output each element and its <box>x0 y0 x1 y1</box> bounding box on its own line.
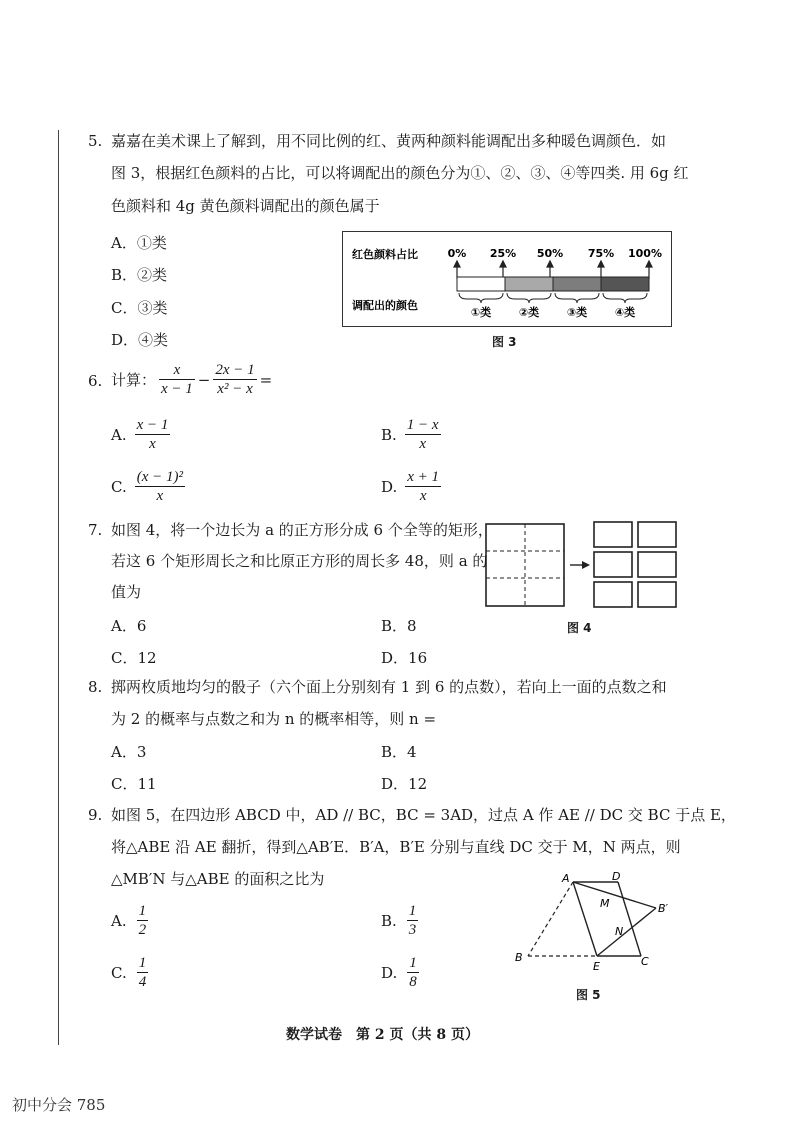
q9-option-b-fraction <box>407 902 419 939</box>
brace-2 <box>507 293 551 303</box>
point-label-A: A <box>562 872 570 885</box>
q9-option-b <box>381 902 418 939</box>
q6-minus: − <box>197 370 211 389</box>
q6-frac1-den: x − 1 <box>161 381 193 397</box>
q9-option-a-fraction <box>137 902 149 939</box>
q6-option-c-fraction <box>135 468 185 505</box>
figure-4-rect-6 <box>638 582 676 607</box>
segment-DC <box>618 882 641 956</box>
point-label-N: N <box>615 925 624 938</box>
q8-option-a: A．3 <box>111 743 147 761</box>
q5-option-d: D．④类 <box>111 331 169 349</box>
q6-option-b-num: 1 − x <box>406 417 439 433</box>
q9-option-c-fraction <box>137 954 149 991</box>
q9-option-c <box>111 954 148 991</box>
q8-option-c: C．11 <box>111 775 157 793</box>
q9-option-d-fraction <box>407 954 419 991</box>
q8-option-b: B．4 <box>381 743 417 761</box>
q8-line-1: 掷两枚质地均匀的骰子（六个面上分别刻有 1 到 6 的点数），若向上一面的点数之和 <box>111 678 667 696</box>
q9-option-b-num: 1 <box>408 903 417 919</box>
q6-option-a-letter: A. <box>111 425 127 444</box>
figure-4-arrow-head <box>582 561 590 569</box>
q9-option-d <box>381 954 419 991</box>
q7-option-b: B．8 <box>381 617 417 635</box>
q6-option-c <box>111 468 185 505</box>
figure-4-rect-2 <box>638 522 676 547</box>
figure-3-row2-label: 调配出的颜色 <box>352 299 418 312</box>
point-label-E: E <box>593 960 600 973</box>
q6-number: 6. <box>88 372 103 390</box>
q9-option-c-den: 4 <box>138 974 147 990</box>
q6-option-d-den: x <box>419 488 427 504</box>
q9-line-1: 如图 5，在四边形 ABCD 中，AD // BC，BC = 3AD，过点 A 作 AE // DC 交 BC 于点 E， <box>111 806 736 824</box>
point-label-M: M <box>600 897 610 910</box>
q9-line-3: △MB′N 与△ABE 的面积之比为 <box>111 870 325 888</box>
q6-option-a-fraction <box>135 416 171 453</box>
q9-option-b-den: 3 <box>408 922 417 938</box>
q8-line-2: 为 2 的概率与点数之和为 n 的概率相等，则 n = <box>111 710 437 728</box>
q6-option-d <box>381 468 441 505</box>
q9-option-a-letter: A. <box>111 911 127 930</box>
figure-5-caption: 图 5 <box>576 988 601 1002</box>
q6-frac2-num: 2x − 1 <box>215 362 255 378</box>
figure-4-rect-5 <box>594 582 632 607</box>
q6-equals: = <box>259 370 273 389</box>
color-segment-3 <box>553 277 601 291</box>
q6-option-b <box>381 416 441 453</box>
q9-option-a <box>111 902 148 939</box>
q5-option-b: B．②类 <box>111 266 168 284</box>
category-label-2: ②类 <box>518 306 540 319</box>
point-label-B-prime: B′ <box>658 902 669 915</box>
q6-option-c-den: x <box>156 488 164 504</box>
q6-option-b-letter: B. <box>381 425 397 444</box>
q6-option-c-letter: C. <box>111 477 127 496</box>
q5-option-a: A．①类 <box>111 234 167 252</box>
point-label-D: D <box>612 870 621 883</box>
q9-option-a-num: 1 <box>138 903 147 919</box>
q6-option-d-num: x + 1 <box>407 469 440 485</box>
binding-margin-line <box>58 130 59 1045</box>
q6-option-b-fraction <box>405 416 441 453</box>
color-segment-2 <box>505 277 553 291</box>
category-label-1: ①类 <box>470 306 492 319</box>
tick-label-0: 0% <box>447 247 467 260</box>
q6-frac2-den: x² − x <box>217 381 253 397</box>
tick-label-50: 50% <box>536 247 564 260</box>
figure-5-geometry <box>508 868 688 978</box>
q7-line-1: 如图 4，将一个边长为 a 的正方形分成 6 个全等的矩形， <box>111 521 493 539</box>
q9-option-c-letter: C. <box>111 963 127 982</box>
point-label-C: C <box>641 955 649 968</box>
figure-4-caption: 图 4 <box>567 621 592 635</box>
q6-option-c-num: (x − 1)² <box>136 469 183 485</box>
q7-number: 7. <box>88 521 103 539</box>
q5-option-c: C．③类 <box>111 299 168 317</box>
brace-1 <box>459 293 503 303</box>
q5-line-2: 图 3，根据红色颜料的占比，可以将调配出的颜色分为①、②、③、④等四类. 用 6g 红 <box>111 164 689 182</box>
q8-number: 8. <box>88 678 103 696</box>
tick-label-100: 100% <box>628 247 662 260</box>
category-label-4: ④类 <box>614 306 636 319</box>
q6-expression <box>111 361 272 398</box>
tick-label-25: 25% <box>489 247 517 260</box>
q6-option-a-num: x − 1 <box>136 417 169 433</box>
q5-line-1: 嘉嘉在美术课上了解到，用不同比例的红、黄两种颜料能调配出多种暖色调颜色．如 <box>111 132 667 150</box>
color-segment-1 <box>457 277 505 291</box>
figure-4-square <box>486 524 564 606</box>
segment-AB-prime <box>573 882 656 908</box>
figure-4-rect-1 <box>594 522 632 547</box>
q9-option-a-den: 2 <box>138 922 147 938</box>
q6-option-d-fraction <box>405 468 441 505</box>
q7-line-3: 值为 <box>111 583 142 601</box>
q6-fraction-2 <box>213 361 256 398</box>
figure-3-row1-label: 红色颜料占比 <box>352 248 418 261</box>
bottom-watermark-text: 初中分会 785 <box>12 1096 106 1114</box>
brace-4 <box>603 293 647 303</box>
q9-option-d-letter: D. <box>381 963 398 982</box>
segment-B-prime-E <box>597 908 656 956</box>
segment-AE <box>573 882 597 956</box>
q7-option-a: A．6 <box>111 617 147 635</box>
figure-3-color-bar <box>342 231 672 327</box>
q6-option-a <box>111 416 170 453</box>
q7-option-c: C．12 <box>111 649 157 667</box>
segment-AB-dashed <box>528 882 573 956</box>
q6-option-d-letter: D. <box>381 477 398 496</box>
q6-fraction-1 <box>159 361 195 398</box>
q7-line-2: 若这 6 个矩形周长之和比原正方形的周长多 48，则 a 的 <box>111 552 488 570</box>
q5-number: 5. <box>88 132 103 150</box>
figure-4-rect-4 <box>638 552 676 577</box>
page-footer: 数学试卷 第 2 页（共 8 页） <box>286 1027 479 1043</box>
q9-option-b-letter: B. <box>381 911 397 930</box>
figure-4-rect-3 <box>594 552 632 577</box>
color-segment-4 <box>601 277 649 291</box>
q6-prefix: 计算： <box>111 371 157 389</box>
q6-option-b-den: x <box>419 436 427 452</box>
q5-line-3: 色颜料和 4g 黄色颜料调配出的颜色属于 <box>111 197 380 215</box>
figure-3-caption: 图 3 <box>492 335 517 349</box>
point-label-B: B <box>515 951 523 964</box>
tick-label-75: 75% <box>587 247 615 260</box>
q9-number: 9. <box>88 806 103 824</box>
q7-option-d: D．16 <box>381 649 428 667</box>
brace-3 <box>555 293 599 303</box>
figure-4-diagram <box>484 520 680 610</box>
q9-option-d-num: 1 <box>409 955 417 971</box>
q9-line-2: 将△ABE 沿 AE 翻折，得到△AB′E．B′A，B′E 分别与直线 DC 交于 M，N 两点，则 <box>111 838 681 856</box>
q6-frac1-num: x <box>159 361 195 380</box>
q6-option-a-den: x <box>149 436 156 452</box>
q9-option-d-den: 8 <box>409 974 417 990</box>
q9-option-c-num: 1 <box>138 955 147 971</box>
q8-option-d: D．12 <box>381 775 428 793</box>
category-label-3: ③类 <box>566 306 588 319</box>
